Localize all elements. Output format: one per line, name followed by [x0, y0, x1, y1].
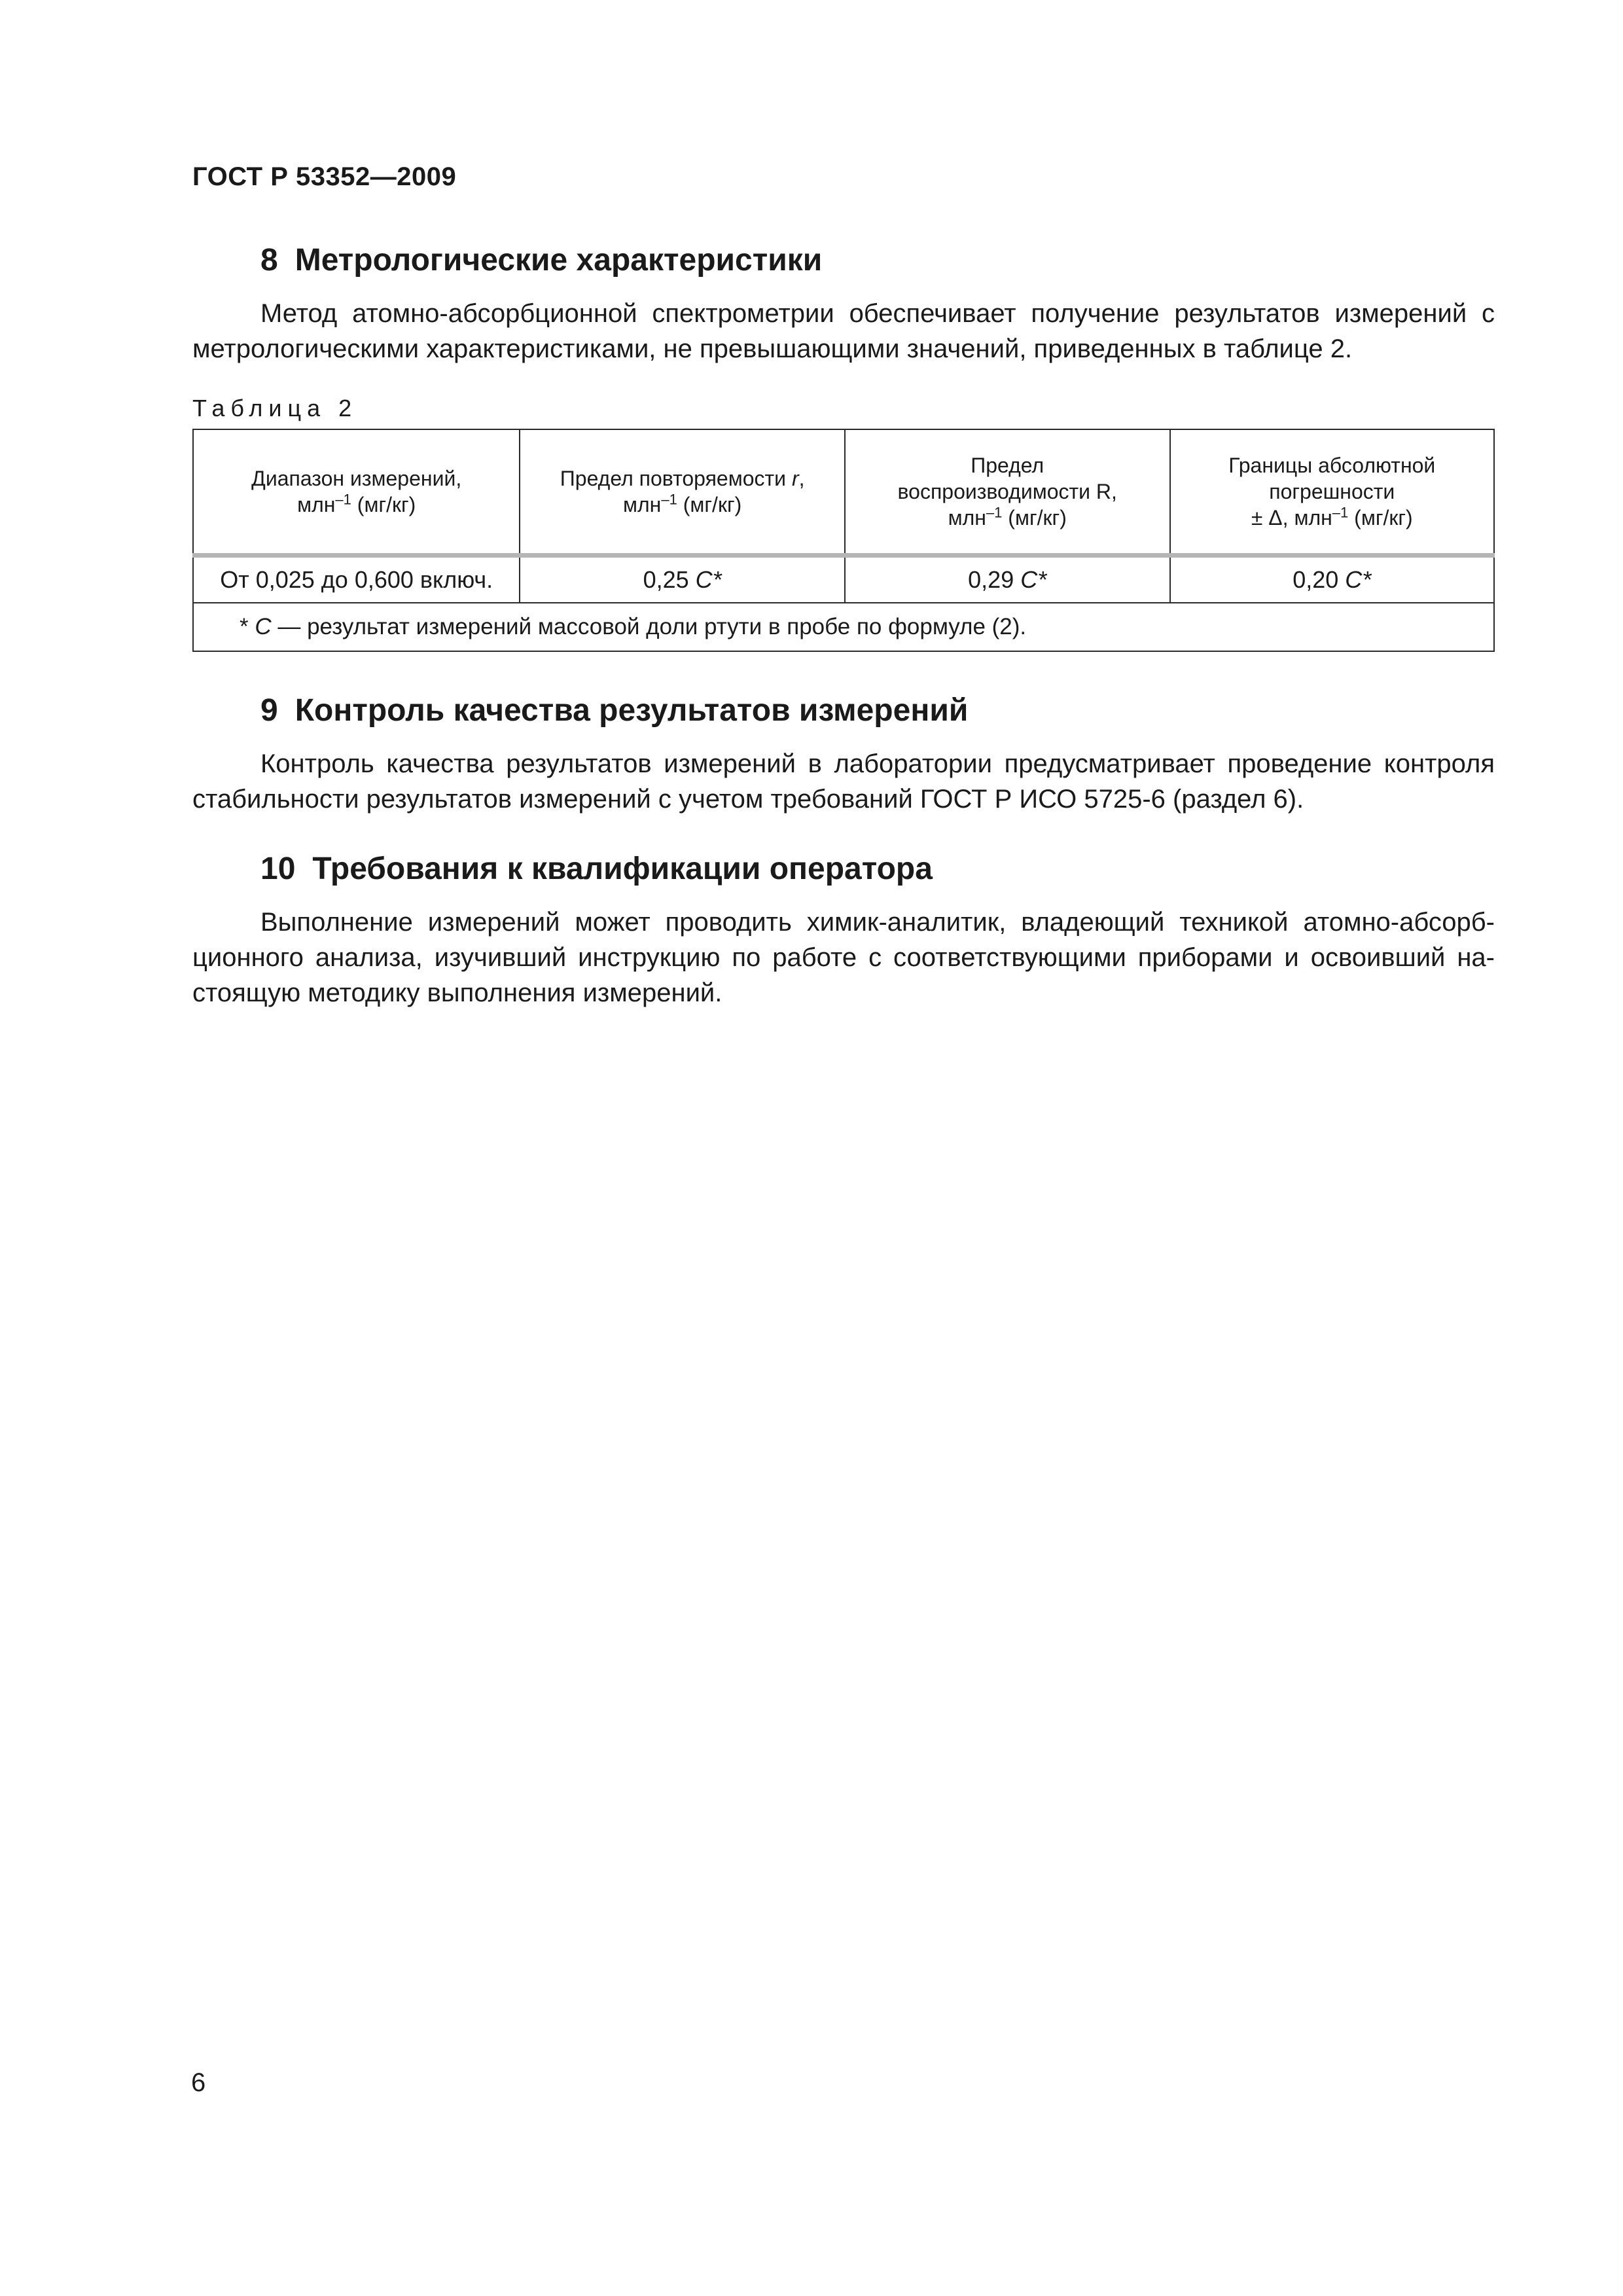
paragraph-line: метрологическими характеристиками, не превышающими значений, приведенных в таблице 2. [192, 334, 1353, 363]
header-text: (мг/кг) [351, 493, 416, 516]
paragraph-line: ционного анализа, изучивший инструкцию по работе с соответствующими приборами и освоивший на- [192, 943, 1495, 972]
variable: C [255, 614, 272, 639]
superscript: –1 [986, 504, 1003, 521]
header-text: Предел [971, 454, 1044, 477]
table-caption: Таблица 2 [192, 395, 358, 422]
section-10-paragraph [192, 905, 1495, 1011]
section-9-heading [260, 692, 968, 728]
paragraph-line: Контроль качества результатов измерений в лаборатории предусматривает проведение контроля [260, 749, 1495, 778]
section-title: Требования к квалификации оператора [312, 852, 933, 886]
superscript: –1 [1332, 504, 1349, 521]
cell-value: 0,25 [643, 566, 696, 593]
section-number: 8 [260, 243, 278, 278]
header-text: Диапазон измерений, [251, 467, 462, 490]
footnote-text: — результат измерений массовой доли ртути в пробе по формуле (2). [271, 614, 1027, 639]
section-title: Метрологические характеристики [294, 243, 823, 278]
header-text: (мг/кг) [1002, 506, 1067, 529]
header-text: Границы абсолютной [1228, 454, 1436, 477]
header-reproducibility [845, 429, 1170, 556]
variable: C* [1345, 566, 1372, 593]
variable: r [791, 467, 799, 490]
section-10-heading [260, 851, 933, 887]
section-number: 9 [260, 693, 278, 728]
header-text: , [798, 467, 805, 490]
document-code: ГОСТ Р 53352—2009 [192, 162, 457, 191]
header-range [193, 429, 520, 556]
cell-reproducibility [845, 556, 1170, 603]
section-8-paragraph [192, 296, 1495, 367]
section-number: 10 [260, 852, 296, 886]
table-footnote [193, 603, 1494, 651]
footnote-marker: * [240, 614, 255, 639]
table-header-row [193, 429, 1494, 556]
cell-error-bounds [1170, 556, 1494, 603]
superscript: –1 [661, 491, 677, 508]
paragraph-line: Выполнение измерений может проводить химик-аналитик, владеющий техникой атомно-абсорб- [260, 908, 1495, 937]
section-9-paragraph [192, 746, 1495, 817]
table-row [193, 556, 1494, 603]
cell-repeatability [520, 556, 845, 603]
cell-value: 0,29 [968, 566, 1021, 593]
paragraph-line: стоящую методику выполнения измерений. [192, 978, 722, 1007]
header-text: млн [948, 506, 986, 529]
header-text: погрешности [1269, 480, 1395, 503]
table-note-row [193, 603, 1494, 651]
header-text: млн [623, 493, 662, 516]
paragraph-line: стабильности результатов измерений с учетом требований ГОСТ Р ИСО 5725-6 (раздел 6). [192, 785, 1304, 814]
header-text: воспроизводимости R, [897, 480, 1117, 503]
header-error-bounds [1170, 429, 1494, 556]
page-number: 6 [191, 2068, 206, 2097]
header-text: (мг/кг) [677, 493, 742, 516]
header-text: (мг/кг) [1348, 506, 1413, 529]
section-title: Контроль качества результатов измерений [294, 693, 969, 728]
cell-value: 0,20 [1293, 566, 1346, 593]
header-repeatability [520, 429, 845, 556]
variable: C* [695, 566, 722, 593]
header-text: ± Δ, млн [1251, 506, 1332, 529]
cell-range: От 0,025 до 0,600 включ. [193, 556, 520, 603]
metrology-table [192, 429, 1495, 652]
header-text: Предел повторяемости [560, 467, 792, 490]
variable: C* [1020, 566, 1047, 593]
header-text: млн [297, 493, 336, 516]
superscript: –1 [335, 491, 351, 508]
section-8-heading [260, 242, 822, 278]
paragraph-line: Метод атомно-абсорбционной спектрометрии обеспечивает получение результатов измерений с [260, 299, 1495, 328]
